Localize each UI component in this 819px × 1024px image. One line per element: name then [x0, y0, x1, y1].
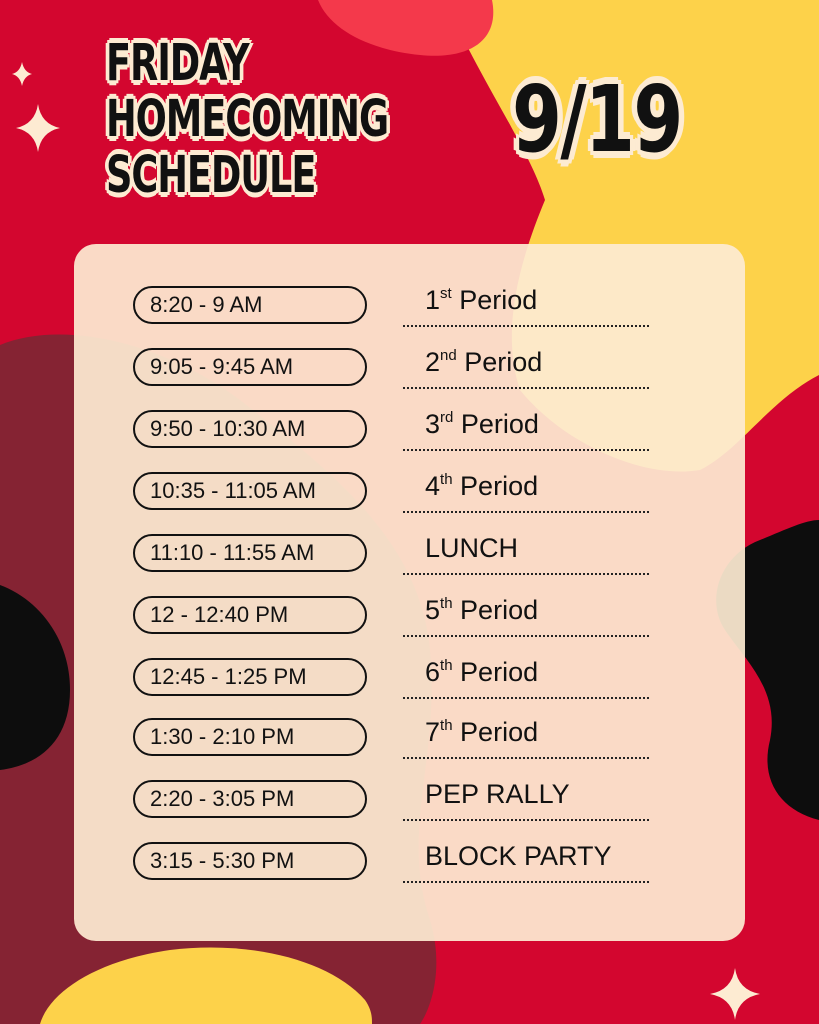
dotted-underline — [403, 573, 649, 575]
time-pill: 2:20 - 3:05 PM — [133, 780, 367, 818]
event-label — [425, 528, 518, 568]
schedule-row — [74, 534, 745, 584]
event-name: 4 — [425, 471, 441, 501]
title-line: FRIDAY — [106, 34, 249, 93]
schedule-row — [74, 596, 745, 646]
event-label — [425, 466, 538, 506]
event-label — [425, 712, 538, 752]
time-pill: 10:35 - 11:05 AM — [133, 472, 367, 510]
title-line: SCHEDULE — [106, 146, 316, 205]
dotted-underline — [403, 449, 649, 451]
event-suffix: Period — [452, 717, 539, 747]
time-pill: 1:30 - 2:10 PM — [133, 718, 367, 756]
schedule-row — [74, 410, 745, 460]
schedule-row — [74, 472, 745, 522]
event-name: 2 — [425, 347, 441, 377]
dotted-underline — [403, 819, 649, 821]
event-label — [425, 774, 570, 814]
ordinal-suffix: rd — [440, 409, 454, 426]
schedule-row — [74, 718, 745, 768]
time-pill: 11:10 - 11:55 AM — [133, 534, 367, 572]
dotted-underline — [403, 325, 649, 327]
event-label — [425, 836, 612, 876]
event-name: PEP RALLY — [425, 779, 570, 809]
ordinal-suffix: th — [440, 717, 453, 734]
dotted-underline — [403, 881, 649, 883]
ordinal-suffix: th — [440, 471, 453, 488]
schedule-row — [74, 842, 745, 892]
event-name: 3 — [425, 409, 441, 439]
event-name: BLOCK PARTY — [425, 841, 612, 871]
dotted-underline — [403, 387, 649, 389]
dotted-underline — [403, 697, 649, 699]
event-name: 5 — [425, 595, 441, 625]
dotted-underline — [403, 635, 649, 637]
time-pill: 12:45 - 1:25 PM — [133, 658, 367, 696]
time-pill: 3:15 - 5:30 PM — [133, 842, 367, 880]
ordinal-suffix: nd — [440, 347, 457, 364]
schedule-row — [74, 286, 745, 336]
ordinal-suffix: th — [440, 595, 453, 612]
event-suffix: Period — [456, 347, 543, 377]
event-label — [425, 280, 537, 320]
schedule-row — [74, 780, 745, 830]
event-name: 6 — [425, 657, 441, 687]
event-name: LUNCH — [425, 533, 519, 563]
time-pill: 9:50 - 10:30 AM — [133, 410, 367, 448]
event-label — [425, 404, 539, 444]
event-suffix: Period — [452, 657, 539, 687]
ordinal-suffix: th — [440, 657, 453, 674]
time-pill: 8:20 - 9 AM — [133, 286, 367, 324]
dotted-underline — [403, 757, 649, 759]
event-name: 7 — [425, 717, 441, 747]
title-line: HOMECOMING — [106, 90, 389, 149]
event-label — [425, 590, 538, 630]
event-date: 9/19 — [512, 66, 682, 173]
schedule-row — [74, 348, 745, 398]
dotted-underline — [403, 511, 649, 513]
event-suffix: Period — [452, 595, 539, 625]
event-name: 1 — [425, 285, 441, 315]
schedule-card — [74, 244, 745, 941]
time-pill: 9:05 - 9:45 AM — [133, 348, 367, 386]
event-suffix: Period — [452, 471, 539, 501]
ordinal-suffix: st — [440, 285, 452, 302]
event-suffix: Period — [453, 409, 539, 439]
time-pill: 12 - 12:40 PM — [133, 596, 367, 634]
event-label — [425, 342, 542, 382]
event-suffix: Period — [451, 285, 538, 315]
schedule-row — [74, 658, 745, 708]
event-label — [425, 652, 538, 692]
page-title — [106, 36, 388, 204]
